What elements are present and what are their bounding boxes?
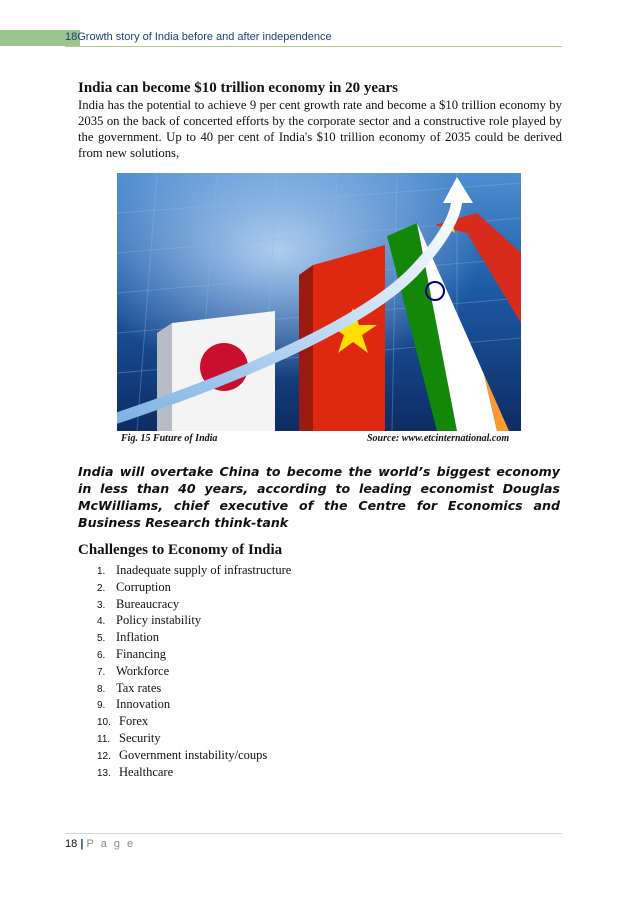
challenges-heading: Challenges to Economy of India <box>78 542 283 558</box>
footer-separator: | <box>80 838 84 850</box>
highlight-quote: India will overtake China to become the world’s biggest economy in less than 40 years, according to leading economist Douglas McWilliams, chief executive of the Centre for Economics and Business Research think-tank <box>78 464 560 530</box>
list-item: 13. Healthcare <box>97 764 174 779</box>
list-item: 10. Forex <box>97 714 149 729</box>
flags-bar-illustration <box>117 173 521 431</box>
list-item: 3. Bureaucracy <box>97 596 180 611</box>
list-item: 9. Innovation <box>97 697 171 712</box>
list-item: 5. Inflation <box>97 630 160 645</box>
footer-rule <box>65 833 562 834</box>
list-item: 7. Workforce <box>97 663 170 678</box>
section-paragraph: India has the potential to achieve 9 per cent growth rate and become a $10 trillion economy by 2035 on the back of concerted efforts by the corporate sector and a constructive role played by the government. Up to 40 per cent of India's $10 trillion economy of 2035 could be derived from new solutions, <box>78 98 562 160</box>
section-heading: India can become $10 trillion economy in 20 years <box>78 80 398 96</box>
header-rule <box>65 46 562 47</box>
challenges-list <box>97 562 291 780</box>
list-item: 11. Security <box>97 730 161 745</box>
running-header: 18Growth story of India before and after independence <box>65 31 332 43</box>
list-item: 4. Policy instability <box>97 613 202 628</box>
list-item: 6. Financing <box>97 646 166 661</box>
figure-source: Source: www.etcinternational.com <box>367 433 510 444</box>
page-label: P a g e <box>86 838 136 850</box>
list-item: 1. Inadequate supply of infrastructure <box>97 563 292 577</box>
page-footer <box>65 838 135 850</box>
future-of-india-image <box>117 173 521 431</box>
page-number: 18 <box>65 838 78 850</box>
list-item: 12. Government instability/coups <box>97 747 268 762</box>
list-item: 8. Tax rates <box>97 680 162 695</box>
list-item: 2. Corruption <box>97 579 171 594</box>
figure-caption: Fig. 15 Future of India <box>121 433 218 444</box>
